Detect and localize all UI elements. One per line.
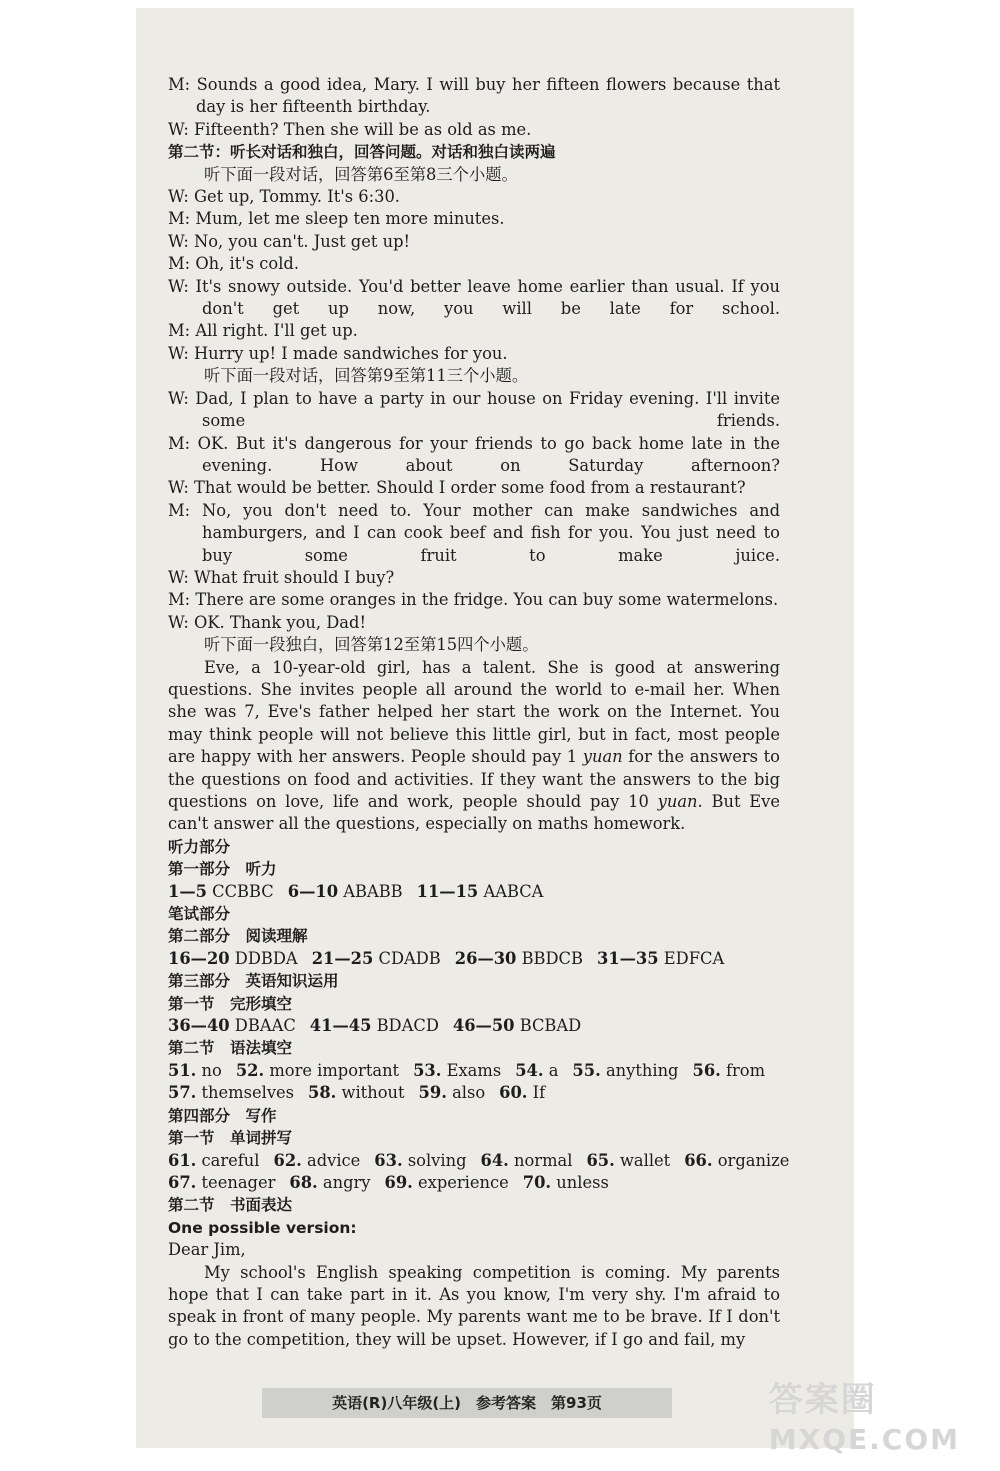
question-number: 26—30 [454, 948, 517, 968]
answer-item [310, 1016, 439, 1035]
answer-value: advice [307, 1150, 361, 1170]
answer-item [684, 1151, 789, 1170]
answer-value: themselves [201, 1083, 295, 1103]
answer-value: unless [556, 1172, 609, 1192]
question-number: 52. [235, 1060, 265, 1080]
answer-value: AABCA [483, 881, 544, 901]
answer-item [455, 949, 583, 968]
answer-section-heading: 听力部分 [168, 837, 231, 856]
answer-value: CCBBC [212, 881, 274, 901]
question-number: 1—5 [168, 881, 207, 901]
dialogue-line: W: OK. Thank you, Dad! [168, 612, 366, 632]
question-number: 56. [692, 1060, 721, 1080]
dialogue-line: W: Hurry up! I made sandwiches for you. [168, 343, 508, 363]
answer-value: a [548, 1060, 559, 1080]
answer-section-heading: 第二节 语法填空 [168, 1039, 293, 1058]
dialogue-line: M: No, you don't need to. Your mother can make sandwiches and hamburgers, and I can cook beef and fish for you. You just need to buy some fruit to make juice. [168, 500, 780, 565]
question-number: 46—50 [452, 1016, 515, 1036]
dialogue-lines [168, 74, 780, 657]
answer-value: If [532, 1083, 546, 1103]
answer-item [692, 1061, 765, 1080]
question-number: 66. [684, 1150, 713, 1170]
answer-key [168, 836, 790, 1217]
answer-value: BDACD [376, 1016, 439, 1036]
answer-section-heading: 第二节 书面表达 [168, 1196, 293, 1215]
answer-value: BBDCB [521, 948, 583, 968]
answer-item [236, 1061, 399, 1080]
answer-item [288, 882, 403, 901]
answer-row [168, 1015, 780, 1037]
question-number: 31—35 [596, 948, 659, 968]
dialogue-line: M: Sounds a good idea, Mary. I will buy her fifteen flowers because that day is her fifteenth birthday. [168, 75, 780, 117]
question-number: 6—10 [287, 881, 339, 901]
answer-value: CDADB [378, 948, 441, 968]
answer-item [168, 1083, 294, 1102]
answer-item [523, 1173, 609, 1192]
answer-item [453, 1016, 581, 1035]
answer-item [586, 1151, 670, 1170]
answer-value: experience [418, 1172, 509, 1192]
dialogue-line: W: That would be better. Should I order some food from a restaurant? [168, 478, 746, 498]
answer-value: wallet [619, 1150, 671, 1170]
question-number: 51. [168, 1060, 197, 1080]
question-number: 69. [384, 1172, 413, 1192]
question-number: 67. [168, 1172, 197, 1192]
instruction-line: 听下面一段对话，回答第9至第11三个小题。 [204, 366, 529, 386]
answer-item [597, 949, 724, 968]
question-number: 63. [374, 1150, 403, 1170]
answer-item [481, 1151, 573, 1170]
watermark-text: 答案圈 [768, 1380, 877, 1420]
answer-item [515, 1061, 558, 1080]
answer-item [273, 1151, 360, 1170]
answer-item [419, 1083, 486, 1102]
answer-item [417, 882, 544, 901]
question-number: 55. [572, 1060, 601, 1080]
question-number: 59. [418, 1083, 447, 1103]
question-number: 60. [499, 1083, 528, 1103]
question-number: 57. [168, 1083, 197, 1103]
answer-row [168, 1150, 790, 1172]
letter-greeting: Dear Jim, [168, 1240, 246, 1260]
answer-value: anything [605, 1060, 679, 1080]
watermark-url: MXQE.COM [768, 1423, 960, 1456]
instruction-line: 听下面一段独白，回答第12至第15四个小题。 [204, 635, 539, 655]
monologue-paragraph: Eve, a 10-year-old girl, has a talent. She is good at answering questions. She invites people all around the world to e-mail her. When she was 7, Eve's father helped her start the work on the Internet. You may think people will not believe this little girl, but in fact, most people are happy with her answers. People should pay 1 yuan for the answers to the questions on food and activities. If they want the answers to the big questions on love, life and work, people should pay 10 yuan. But Eve can't answer all the questions, especially on maths homework. [168, 657, 780, 834]
answer-value: more important [269, 1060, 400, 1080]
answer-item [168, 1173, 275, 1192]
answer-section-heading: 第三部分 英语知识运用 [168, 972, 339, 991]
question-number: 70. [522, 1172, 552, 1192]
dialogue-line: M: Oh, it's cold. [168, 254, 299, 274]
answer-section-heading: 第四部分 写作 [168, 1106, 277, 1125]
answer-row [168, 1082, 780, 1104]
answer-item [168, 949, 298, 968]
question-number: 61. [168, 1150, 197, 1170]
answer-item [168, 1016, 296, 1035]
answer-value: angry [322, 1172, 371, 1192]
answer-row [168, 1172, 780, 1194]
answer-section-heading: 第一部分 听力 [168, 860, 277, 879]
question-number: 58. [308, 1083, 337, 1103]
question-number: 36—40 [168, 1016, 230, 1036]
answer-value: without [341, 1083, 405, 1103]
dialogue-line: M: Mum, let me sleep ten more minutes. [168, 209, 505, 229]
dialogue-line: W: It's snowy outside. You'd better leave home earlier than usual. If you don't get up now, you will be late for school. [168, 276, 780, 319]
answer-value: careful [201, 1150, 260, 1170]
answer-section-heading: 笔试部分 [168, 905, 231, 924]
answer-item [289, 1173, 370, 1192]
question-number: 53. [413, 1060, 442, 1080]
answer-value: ABABB [343, 881, 403, 901]
answer-value: BCBAD [519, 1016, 582, 1036]
instruction-line: 听下面一段对话，回答第6至第8三个小题。 [204, 164, 518, 184]
dialogue-line: W: Get up, Tommy. It's 6:30. [168, 187, 400, 207]
question-number: 68. [289, 1172, 318, 1192]
question-number: 62. [273, 1150, 302, 1170]
answer-value: DBAAC [234, 1016, 296, 1036]
answer-section-heading: 第一节 单词拼写 [168, 1129, 293, 1148]
answer-item [385, 1173, 509, 1192]
answer-item [572, 1061, 678, 1080]
question-number: 54. [515, 1060, 544, 1080]
answer-item [308, 1083, 405, 1102]
answer-item [413, 1061, 501, 1080]
dialogue-line: W: What fruit should I buy? [168, 567, 395, 587]
answer-section-heading: 第一节 完形填空 [168, 994, 293, 1013]
section-heading: 第二节：听长对话和独白，回答问题。对话和独白读两遍 [168, 143, 556, 162]
dialogue-line: M: There are some oranges in the fridge. You can buy some watermelons. [168, 590, 779, 610]
answer-item [312, 949, 441, 968]
answer-value: from [726, 1060, 766, 1080]
answer-value: normal [514, 1150, 573, 1170]
question-number: 11—15 [416, 881, 479, 901]
dialogue-line: W: Fifteenth? Then she will be as old as me. [168, 119, 532, 139]
dialogue-line: M: All right. I'll get up. [168, 321, 358, 341]
answer-value: also [452, 1083, 486, 1103]
answer-item [374, 1151, 466, 1170]
dialogue-line: W: No, you can't. Just get up! [168, 231, 411, 251]
answer-value: DDBDA [234, 948, 298, 968]
version-label: One possible version: [168, 1218, 357, 1237]
answer-value: solving [407, 1150, 467, 1170]
answer-value: Exams [446, 1060, 502, 1080]
answer-row [168, 881, 780, 903]
watermark-logo [769, 1380, 960, 1460]
answer-value: EDFCA [663, 948, 725, 968]
answer-row [168, 948, 780, 970]
answer-value: no [201, 1060, 222, 1080]
dialogue-line: M: OK. But it's dangerous for your friends to go back home late in the evening. How about on Saturday afternoon? [168, 433, 780, 475]
page-footer: 英语(R)八年级(上) 参考答案 第93页 [262, 1388, 672, 1418]
question-number: 21—25 [311, 948, 374, 968]
answer-item [499, 1083, 545, 1102]
answer-value: organize [717, 1150, 790, 1170]
answer-section-heading: 第二部分 阅读理解 [168, 927, 308, 946]
answer-row [168, 1060, 780, 1082]
question-number: 64. [480, 1150, 509, 1170]
answer-item [168, 1151, 259, 1170]
answer-item [168, 1061, 222, 1080]
question-number: 65. [586, 1150, 615, 1170]
question-number: 16—20 [168, 948, 230, 968]
answer-value: teenager [201, 1172, 276, 1192]
letter-paragraph: My school's English speaking competition is coming. My parents hope that I can take part in it. As you know, I'm very shy. I'm afraid to speak in front of many people. My parents want me to be brave. If I don't go to the competition, they will be upset. However, if I go and fail, my [168, 1262, 780, 1349]
question-number: 41—45 [309, 1016, 372, 1036]
dialogue-line: W: Dad, I plan to have a party in our house on Friday evening. I'll invite some friends. [168, 388, 780, 431]
page-content [168, 74, 790, 1351]
answer-item [168, 882, 274, 901]
